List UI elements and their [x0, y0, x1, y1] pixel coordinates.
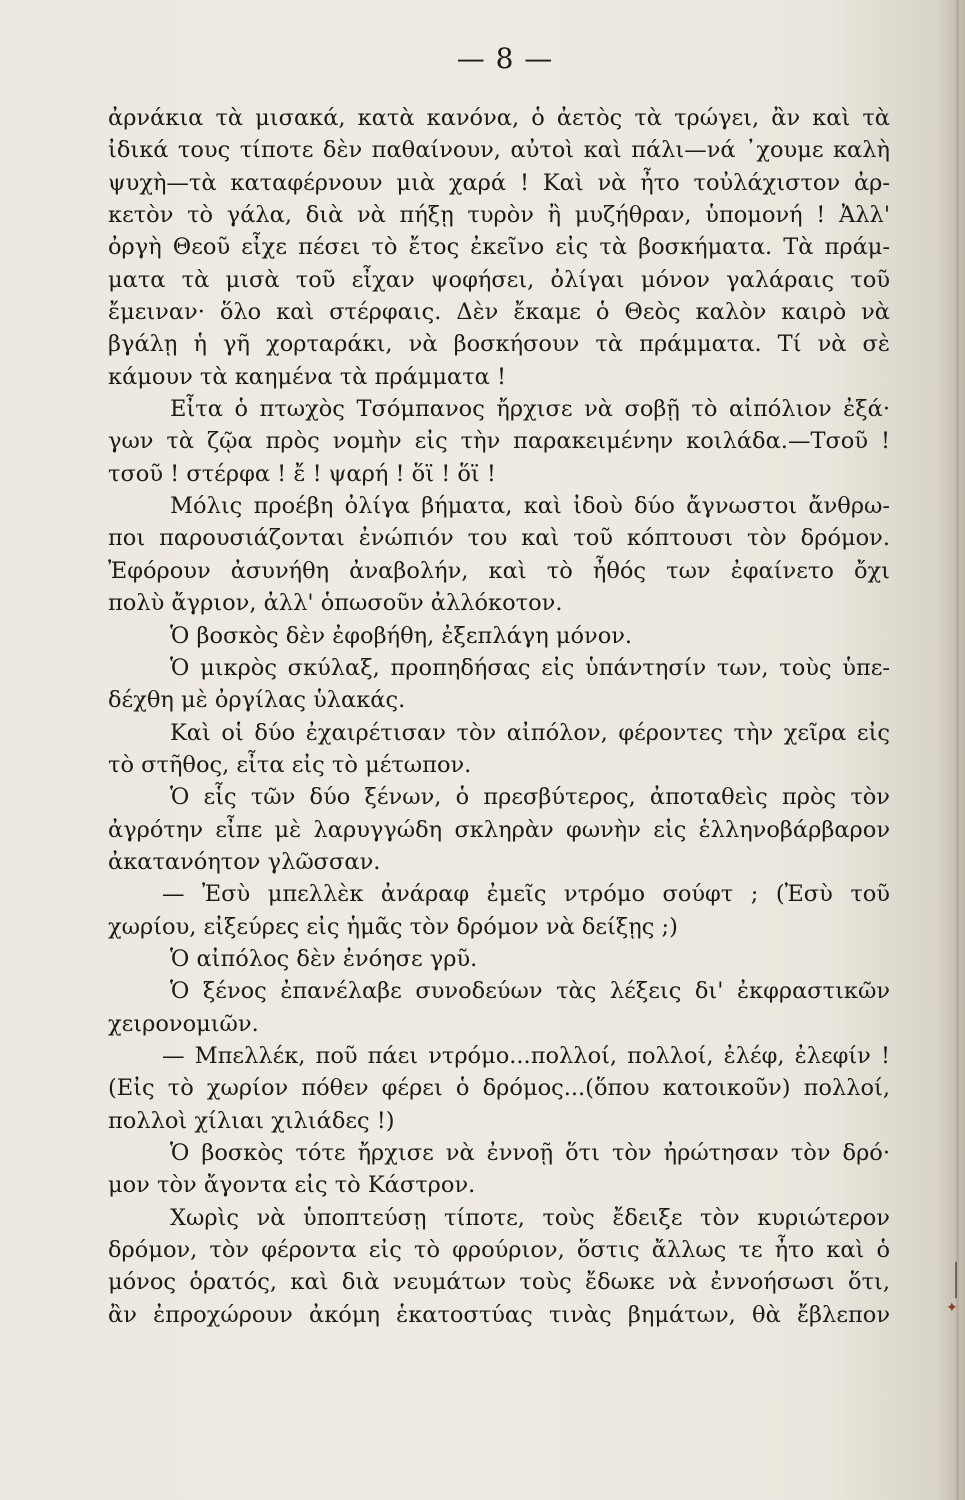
body-text [108, 102, 890, 1331]
text-line: — Μπελλέκ, ποῦ πάει ντρόμο...πολλοί, πολλοί, ἐλέφ, ἐλεφίν ! [162, 1042, 890, 1069]
text-line: δρόμον, τὸν φέροντα εἰς τὸ φρούριον, ὅστις ἄλλως τε ἦτο καὶ ὁ [108, 1237, 890, 1264]
text-line: ἔμειναν· ὅλο καὶ στέρφαις. Δὲν ἔκαμε ὁ Θεὸς καλὸν καιρὸ νὰ [108, 299, 890, 326]
text-line: Καὶ οἱ δύο ἐχαιρέτισαν τὸν αἰπόλον, φέροντες τὴν χεῖρα εἰς [170, 719, 890, 746]
text-line: πολὺ ἄγριον, ἀλλ' ὁπωσοῦν ἀλλόκοτον. [108, 590, 563, 617]
text-line: τσοῦ ! στέρφα ! ἔ ! ψαρή ! ὅϊ ! ὅϊ ! [108, 460, 496, 487]
text-line: Ὁ βοσκὸς δὲν ἐφοβήθη, ἐξεπλάγη μόνον. [170, 622, 633, 649]
page-number: — 8 — [456, 42, 554, 75]
text-line: Ὁ βοσκὸς τότε ἤρχισε νὰ ἐννοῇ ὅτι τὸν ἠρώτησαν τὸν δρό· [170, 1140, 890, 1166]
text-line: Ἐφόρουν ἀσυνήθη ἀναβολήν, καὶ τὸ ἦθός των ἐφαίνετο ὄχι [108, 557, 890, 584]
text-line: γων τὰ ζῷα πρὸς νομὴν εἰς τὴν παρακειμένην κοιλάδα.—Τσοῦ ! [108, 428, 890, 455]
text-line: κάμουν τὰ καημένα τὰ πράμματα ! [108, 363, 507, 390]
text-line: βγάλῃ ἡ γῆ χορταράκι, νὰ βοσκήσουν τὰ πράμματα. Τί νὰ σὲ [108, 331, 890, 358]
text-line: μόνος ὁρατός, καὶ διὰ νευμάτων τοὺς ἔδωκε νὰ ἐννοήσωσι ὅτι, [108, 1269, 890, 1296]
text-line: ὀργὴ Θεοῦ εἶχε πέσει τὸ ἔτος ἐκεῖνο εἰς τὰ βοσκήματα. Τὰ πράμ- [108, 234, 890, 261]
text-line: ἀρνάκια τὰ μισακά, κατὰ κανόνα, ὁ ἀετὸς τὰ τρώγει, ἂν καὶ τὰ [108, 105, 890, 131]
margin-ink-dot-icon: ✦ [946, 1300, 958, 1316]
text-line: χωρίου, εἰξεύρες εἰς ἡμᾶς τὸν δρόμον νὰ δείξῃς ;) [108, 913, 678, 940]
text-line: ἂν ἐπροχώρουν ἀκόμη ἑκατοστύας τινὰς βημάτων, θὰ ἔβλεπον [108, 1301, 890, 1328]
text-line: Ὁ ξένος ἐπανέλαβε συνοδεύων τὰς λέξεις δι' ἐκφραστικῶν [170, 978, 890, 1005]
text-line: μον τὸν ἄγοντα εἰς τὸ Κάστρον. [108, 1172, 476, 1199]
text-line: Μόλις προέβη ὀλίγα βήματα, καὶ ἰδοὺ δύο ἄγνωστοι ἄνθρω- [170, 493, 890, 520]
text-line: ματα τὰ μισὰ τοῦ εἶχαν ψοφήσει, ὀλίγαι μόνον γαλάραις τοῦ [108, 266, 890, 293]
text-line: ψυχὴ—τὰ καταφέρνουν μιὰ χαρά ! Καὶ νὰ ἦτο τοὐλάχιστον ἀρ- [108, 169, 890, 196]
text-line: ποι παρουσιάζονται ἐνώπιόν του καὶ τοῦ κόπτουσι τὸν δρόμον. [108, 525, 890, 552]
text-line: πολλοὶ χίλιαι χιλιάδες !) [108, 1107, 395, 1134]
text-line: Εἶτα ὁ πτωχὸς Τσόμπανος ἤρχισε νὰ σοβῇ τὸ αἰπόλιον ἐξά· [170, 396, 890, 423]
text-line: κετὸν τὸ γάλα, διὰ νὰ πήξῃ τυρὸν ἢ μυζήθραν, ὑπομονή ! Ἀλλ' [108, 202, 890, 229]
text-line: Ὁ αἰπόλος δὲν ἐνόησε γρῦ. [170, 945, 478, 972]
margin-pencil-mark [955, 1262, 957, 1298]
text-line: Ὁ εἷς τῶν δύο ξένων, ὁ πρεσβύτερος, ἀποταθεὶς πρὸς τὸν [170, 784, 890, 811]
text-line: (Εἰς τὸ χωρίον πόθεν φέρει ὁ δρόμος...(ὅπου κατοικοῦν) πολλοί, [108, 1075, 890, 1102]
text-line: δέχθη μὲ ὀργίλας ὑλακάς. [108, 687, 406, 714]
text-line: ἀγρότην εἶπε μὲ λαρυγγώδη σκληρὰν φωνὴν εἰς ἑλληνοβάρβαρον [108, 816, 890, 843]
text-line: ἰδικά τους τίποτε δὲν παθαίνουν, αὐτοὶ καὶ πάλι—νά ᾽χουμε καλὴ [108, 137, 890, 164]
text-line: χειρονομιῶν. [108, 1010, 259, 1037]
text-line: — Ἐσὺ μπελλὲκ ἀνάραφ ἐμεῖς ντρόμο σούφτ ; (Ἐσὺ τοῦ [162, 881, 890, 908]
text-line: Χωρὶς νὰ ὑποπτεύσῃ τίποτε, τοὺς ἔδειξε τὸν κυριώτερον [170, 1204, 890, 1231]
text-line: τὸ στῆθος, εἶτα εἰς τὸ μέτωπον. [108, 751, 472, 778]
text-line: Ὁ μικρὸς σκύλαξ, προπηδήσας εἰς ὑπάντησίν των, τοὺς ὑπε- [170, 654, 890, 681]
text-line: ἀκατανόητον γλῶσσαν. [108, 848, 381, 875]
